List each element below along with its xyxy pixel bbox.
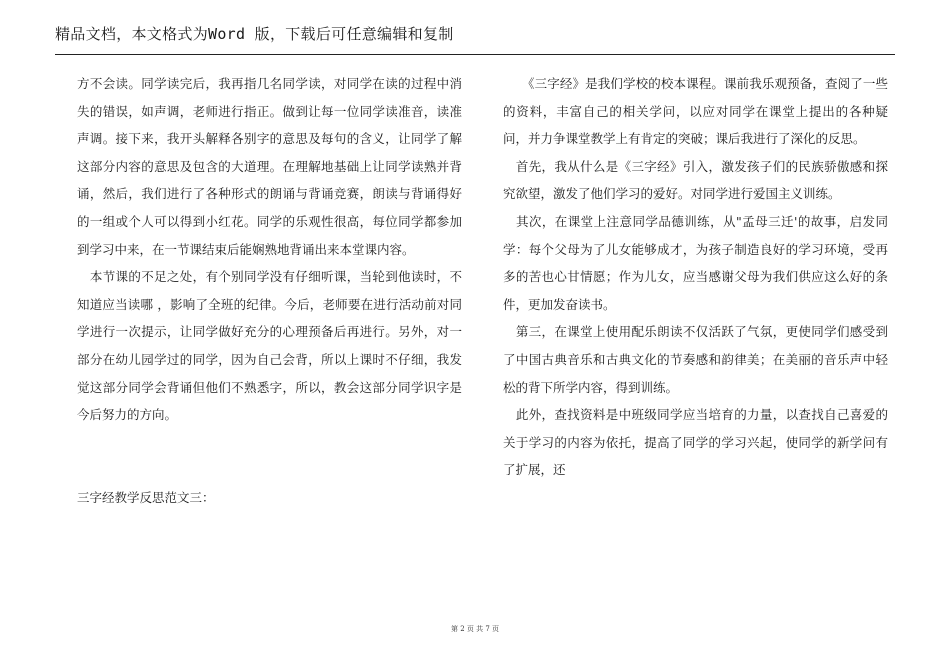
document-header-title: 精品文档，本文格式为Word 版，下载后可任意编辑和复制 bbox=[55, 25, 454, 43]
page-number: 第 2 页 共 7 页 bbox=[450, 625, 500, 633]
paragraph: 此外，查找资料是中班级同学应当培育的力量，以查找自己喜爱的关于学习的内容为依托，提高了同学的学习兴起，使同学的新学问有了扩展，还 bbox=[503, 407, 888, 478]
paragraph: 《三字经》是我们学校的校本课程。课前我乐观预备，查阅了一些的资料，丰富自己的相关学问，以应对同学在课堂上提出的各种疑问，并力争课堂教学上有肯定的突破；课后我进行了深化的反思。 bbox=[503, 76, 888, 147]
paragraph: 本节课的不足之处，有个别同学没有仔细听课，当轮到他读时，不知道应当读哪 ，影响了全班的纪律。今后，老师要在进行活动前对同学进行一次提示，让同学做好充分的心理预备后再进行。另外，对一部分在幼儿园学过的同学，因为自己会背，所以上课时不仔细，我发觉这部分同学会背诵但他们不熟悉字，所以，教会这部分同学识字是今后努力的方向。 bbox=[77, 269, 462, 423]
header-divider bbox=[55, 54, 895, 55]
left-text-column bbox=[77, 70, 462, 511]
paragraph: 首先，我从什么是《三字经》引入，激发孩子们的民族骄傲感和探究欲望，激发了他们学习的爱好。对同学进行爱国主义训练。 bbox=[503, 158, 888, 202]
section-heading: 三字经教学反思范文三： bbox=[77, 489, 215, 505]
paragraph: 其次，在课堂上注意同学品德训练，从"孟母三迁'的故事，启发同学：每个父母为了儿女能够成才，为孩子制造良好的学习环境，受再多的苦也心甘情愿；作为儿女，应当感谢父母为我们供应这么好的条件，更加发奋读书。 bbox=[503, 213, 888, 312]
right-text-column bbox=[503, 70, 888, 484]
paragraph: 方不会读。同学读完后，我再指几名同学读，对同学在读的过程中消失的错误，如声调，老师进行指正。做到让每一位同学读准音，读准声调。接下来，我开头解释各别字的意思及每句的含义，让同学了解这部分内容的意思及包含的大道理。在理解地基础上让同学读熟并背诵，然后，我们进行了各种形式的朗诵与背诵竞赛，朗读与背诵得好的一组或个人可以得到小红花。同学的乐观性很高，每位同学都参加到学习中来，在一节课结束后能娴熟地背诵出来本堂课内容。 bbox=[77, 76, 462, 257]
paragraph-gap bbox=[77, 429, 462, 484]
paragraph: 第三，在课堂上使用配乐朗读不仅活跃了气氛，更使同学们感受到了中国古典音乐和古典文化的节奏感和韵律美；在美丽的音乐声中轻松的背下所学内容，得到训练。 bbox=[503, 324, 888, 395]
